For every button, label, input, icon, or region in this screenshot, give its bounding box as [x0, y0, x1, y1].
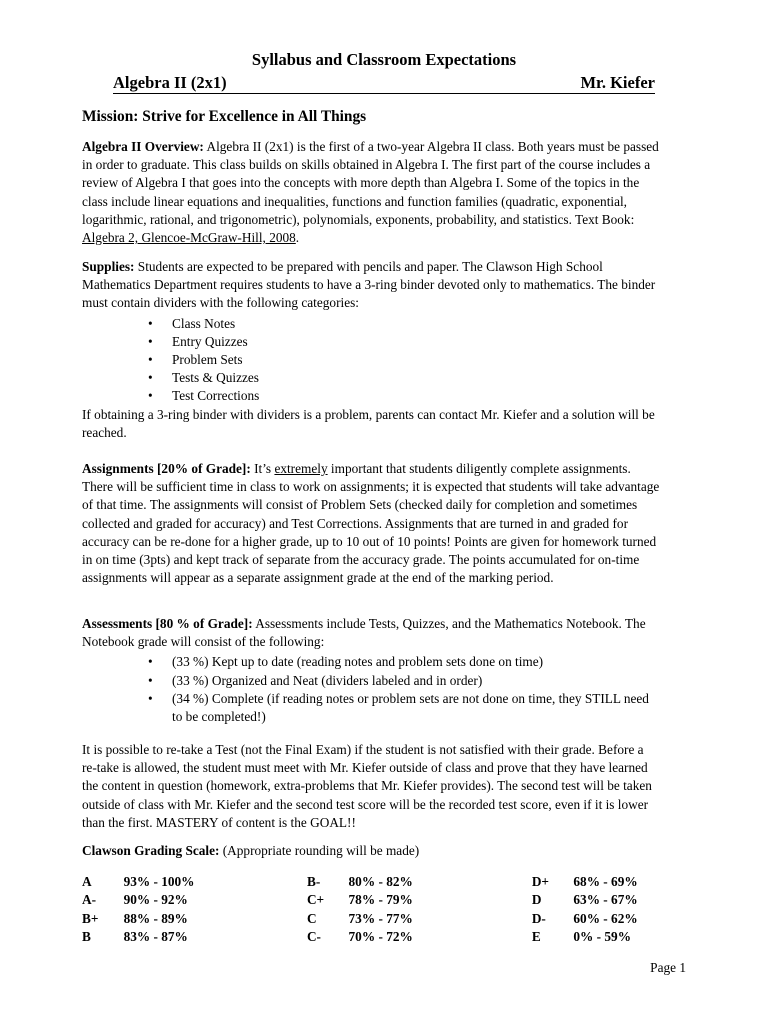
textbook-title: Algebra 2, Glencoe-McGraw-Hill, 2008 [82, 230, 296, 246]
bullet-icon: • [148, 388, 153, 404]
assessments-section [82, 615, 660, 726]
bullet-icon: • [148, 672, 153, 688]
bullet-icon: • [148, 690, 153, 706]
grading-scale-table [82, 873, 682, 946]
grading-scale-note: (Appropriate rounding will be made) [219, 843, 420, 858]
emphasis-text: extremely [274, 461, 328, 476]
table-row: A 93% - 100% B- 80% - 82% D+ 68% - 69% [82, 874, 638, 889]
grading-scale-heading-row [82, 842, 660, 860]
list-item: • Entry Quizzes [82, 333, 660, 351]
bullet-icon: • [148, 370, 153, 386]
table-row: B 83% - 87% C- 70% - 72% E 0% - 59% [82, 928, 632, 944]
course-header [113, 73, 655, 94]
document-title: Syllabus and Classroom Expectations [251, 50, 517, 69]
overview-text: Algebra II (2x1) is the first of a two-year Algebra II class. Both years must be passed in order to graduate. This class builds on skills obtained in Algebra I. The first part of the course includes a review of Algebra I that goes into the concepts with more depth than Algebra I. Some of the topics in the class include linear equations and inequalities, functions and function families (quadratic, exponential, logarithmic, rational, and trigonometric), polynomials, exponents, probability, and statistics. Text Book: [82, 139, 659, 227]
grading-scale-heading: Clawson Grading Scale: [82, 843, 220, 858]
supplies-paragraph [82, 258, 660, 313]
bullet-icon: • [148, 315, 153, 331]
assignments-paragraph: Assignments [20% of Grade]: It’s extremely important that students diligently complete assignments. There will be sufficient time in class to work on assignments; it is expected that students will take advantage of that time. The assignments will consist of Problem Sets (checked daily for completion and sometimes collected and graded for accuracy) and Test Corrections. Assignments that are turned in and graded for accuracy can be re-done for a higher grade, up to 10 out of 10 points! Points are given for homework turned in on time (3pts) and kept track of separate from the accuracy grade. The points accumulated for on-time assignments will appear as a separate assignment grade at the end of the marking period. [82, 461, 660, 586]
supplies-section [82, 258, 660, 442]
overview-section [82, 138, 660, 247]
table-row: A- 90% - 92% C+ 78% - 79% D 63% - 67% [82, 892, 638, 908]
assignments-heading: Assignments [20% of Grade]: [82, 461, 251, 476]
assessments-text: Assessments include Tests, Quizzes, and the Mathematics Notebook. The Notebook grade will consist of the following: [82, 616, 646, 650]
retake-section [82, 741, 660, 832]
bullet-icon: • [148, 352, 153, 368]
list-item: • Class Notes [82, 315, 660, 333]
teacher-name: Mr. Kiefer [580, 73, 655, 92]
supplies-text: Students are expected to be prepared with pencils and paper. The Clawson High School Mathematics Department requires students to have a 3-ring binder devoted only to mathematics. The binder must contain dividers with the following categories: [82, 259, 656, 311]
page-number: Page 1 [650, 960, 686, 975]
assessments-paragraph [82, 615, 660, 651]
binder-categories-list [82, 315, 660, 406]
overview-paragraph [82, 138, 660, 247]
mission-statement: Mission: Strive for Excellence in All Things [82, 108, 367, 125]
supplies-after: If obtaining a 3-ring binder with dividers is a problem, parents can contact Mr. Kiefer and a solution will be reached. [82, 406, 655, 440]
overview-end: . [295, 230, 300, 246]
assignments-text: important that students diligently complete assignments. There will be sufficient time in class to work on assignments; it is expected that students will take advantage of that time. The assignments will consist of Problem Sets (checked daily for completion and sometimes collected and graded for accuracy) and Test Corrections. Assignments that are turned in and graded for accuracy can be re-done for a higher grade, up to 10 out of 10 points! Points are given for homework turned in on time (3pts) and kept track of separate from the accuracy grade. The points accumulated for on-time assignments will appear as a separate assignment grade at the end of the marking period. [82, 461, 660, 586]
list-item: • Problem Sets [82, 351, 660, 369]
overview-heading: Algebra II Overview: [82, 139, 204, 154]
list-item: • (34 %) Complete (if reading notes or problem sets are not done on time, they STILL need to be completed!) [148, 690, 649, 725]
assessments-heading: Assessments [80 % of Grade]: [82, 616, 253, 631]
list-item: • (33 %) Kept up to date (reading notes and problem sets done on time) [82, 653, 660, 671]
notebook-grade-list [82, 653, 660, 726]
assignments-section [82, 460, 660, 587]
list-item: • Tests & Quizzes [82, 369, 660, 387]
supplies-heading: Supplies: [82, 259, 135, 274]
table-row: B+ 88% - 89% C 73% - 77% D- 60% - 62% [82, 910, 638, 926]
list-item: • (33 %) Organized and Neat (dividers labeled and in order) [82, 672, 660, 690]
bullet-icon: • [148, 333, 153, 349]
course-name: Algebra II (2x1) [113, 73, 227, 92]
list-item: • Test Corrections [82, 387, 660, 405]
bullet-icon: • [148, 654, 153, 670]
retake-paragraph: It is possible to re-take a Test (not the Final Exam) if the student is not satisfied with their grade. Before a re-take is allowed, the student must meet with Mr. Kiefer outside of class and prove that they have learned the content in question (homework, extra-problems that Mr. Kiefer provides). The second test will be taken outside of class with Mr. Kiefer and the second test score will be the recorded test score, even if it is lower than the first. MASTERY of content is the GOAL!! [82, 742, 652, 830]
